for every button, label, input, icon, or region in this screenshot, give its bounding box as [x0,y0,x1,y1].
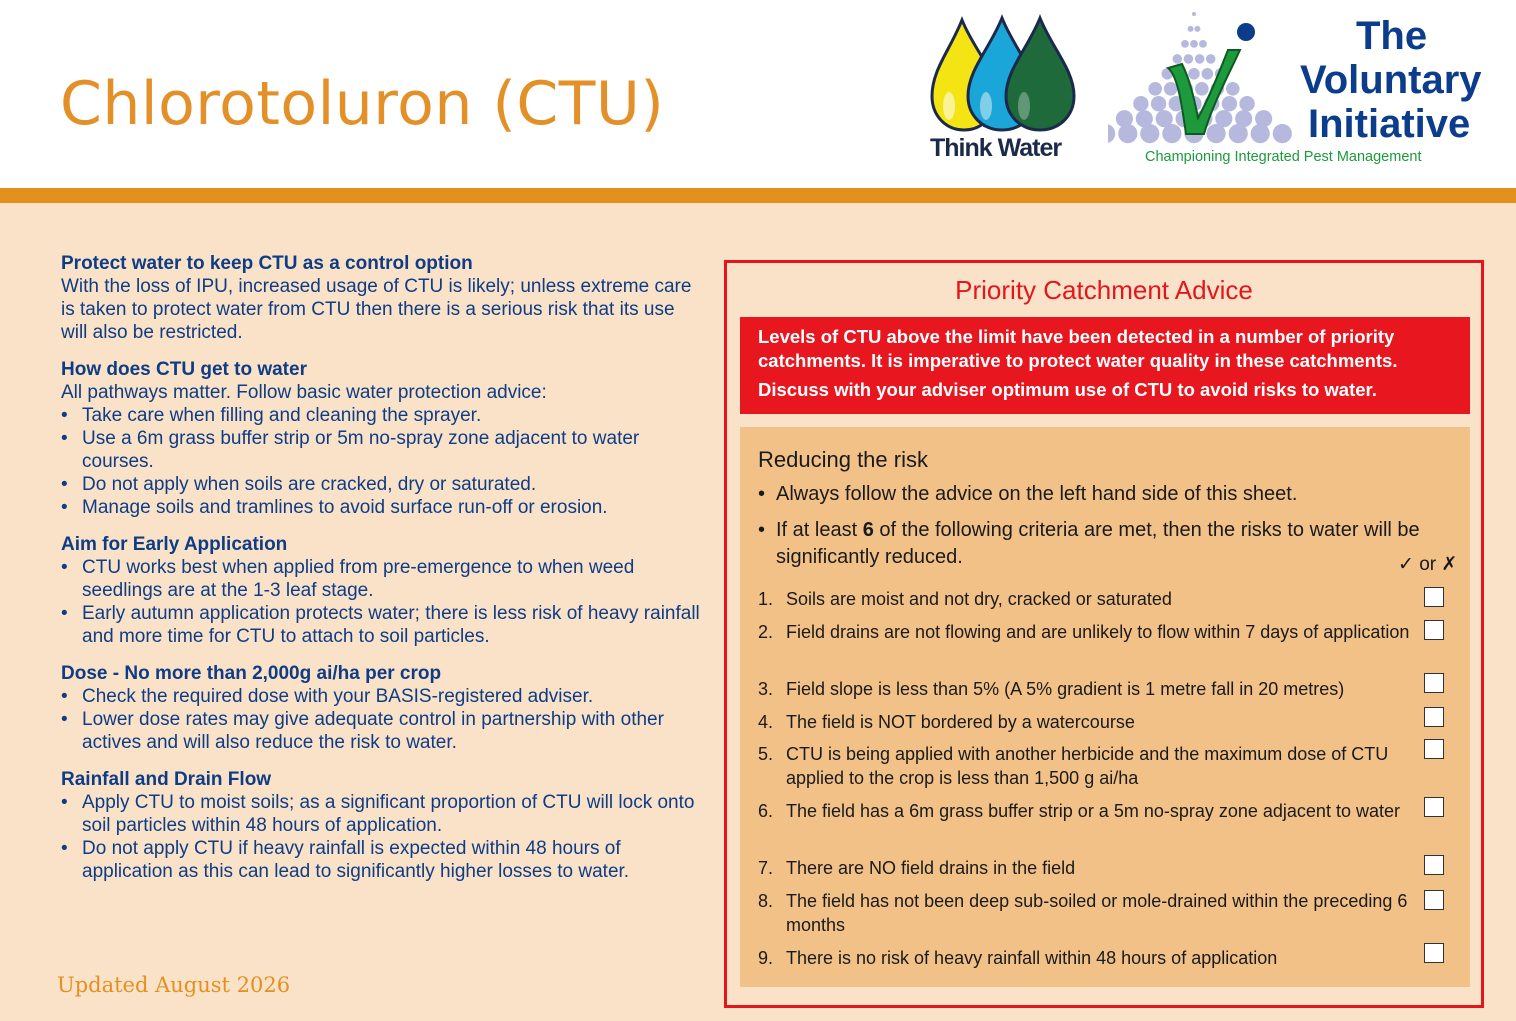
list-item: • Take care when filling and cleaning the sprayer. [61,404,701,427]
header-divider [0,188,1516,203]
risk-bullet: • Always follow the advice on the left hand side of this sheet. [758,483,1298,505]
logo-dot [1251,124,1270,143]
logo-dot [1188,68,1200,80]
criterion-row: 6. The field has a 6m grass buffer strip or a 5m no-spray zone adjacent to water [758,801,1400,821]
list-item: • Do not apply when soils are cracked, dry or saturated. [61,473,701,496]
logo-dot [1148,82,1162,96]
logo-dot [1222,96,1237,111]
criterion-checkbox[interactable] [1424,587,1444,607]
list-item: • CTU works best when applied from pre-emergence to when weed seedlings are at the 1-3 leaf stage. [61,556,701,602]
logo-dot [1151,96,1166,111]
logo-dot [1192,12,1196,16]
criterion-checkbox[interactable] [1424,797,1444,817]
list-item: • Lower dose rates may give adequate control in partnership with other actives and will also reduce the risk to water. [61,708,701,754]
advice-column [61,252,701,897]
section-pathways [61,358,701,519]
logo-dot [1162,124,1181,143]
risk-heading: Reducing the risk [758,447,928,472]
alert-line: Discuss with your adviser optimum use of CTU to avoid risks to water. [758,379,1377,400]
section-heading: How does CTU get to water [61,359,307,380]
alert-line: catchments. It is imperative to protect water quality in these catchments. [758,350,1398,371]
logo-dot [1173,54,1183,64]
criterion-row: 3. Field slope is less than 5% (A 5% gradient is 1 metre fall in 20 metres) [758,679,1345,699]
logo-dot [1195,82,1209,96]
list-item: • Early autumn application protects water; there is less risk of heavy rainfall and more time for CTU to attach to soil particles. [61,602,701,648]
section-dose [61,662,701,754]
criterion-row: 2. Field drains are not flowing and are unlikely to flow within 7 days of application [758,622,1410,642]
logo-dot [1195,54,1205,64]
page-title: Chlorotoluron (CTU) [60,69,665,139]
section-heading: Aim for Early Application [61,534,288,555]
list-item: • Do not apply CTU if heavy rainfall is expected within 48 hours of application as this can lead to significantly higher losses to water. [61,837,701,883]
logo-dot [1108,124,1115,143]
logo-dot [1199,40,1207,48]
logo-dot [1206,54,1216,64]
criterion-row: 4. The field is NOT bordered by a watercourse [758,712,1135,732]
criterion-checkbox[interactable] [1424,620,1444,640]
alert-box [740,317,1470,414]
criterion-checkbox[interactable] [1424,739,1444,759]
priority-catchment-panel [724,260,1484,1008]
alert-line: Levels of CTU above the limit have been detected in a number of priority [758,326,1395,347]
logo-dot [1188,26,1194,32]
criterion-checkbox[interactable] [1424,855,1444,875]
section-rainfall [61,768,701,883]
logo-dot [1273,124,1292,143]
logo-dot [1207,124,1226,143]
updated-date: Updated August 2026 [57,973,291,997]
logo-dot [1181,40,1189,48]
criterion-row: 9. There is no risk of heavy rainfall within 48 hours of application [758,948,1278,968]
list-item: • Use a 6m grass buffer strip or 5m no-spray zone adjacent to water courses. [61,427,701,473]
logo-dot [1118,124,1137,143]
criterion-checkbox[interactable] [1424,707,1444,727]
section-intro: All pathways matter. Follow basic water protection advice: [61,382,547,403]
vi-logo-text-voluntary: Voluntary [1300,58,1482,102]
reducing-risk-box [740,427,1470,987]
logo-dot [1202,68,1214,80]
logo-dot [1133,96,1148,111]
list-item: • Check the required dose with your BASIS-registered adviser. [61,685,701,708]
criterion-row: 5. CTU is being applied with another herbicide and the maximum dose of CTU applied to the crop is less than 1,500 g ai/ha [758,744,1389,788]
vi-logo-text-the: The [1356,14,1428,58]
logo-dot [1140,124,1159,143]
panel-title: Priority Catchment Advice [955,275,1253,305]
vi-logo-text-initiative: Initiative [1308,102,1471,146]
vi-tagline: Championing Integrated Pest Management [1145,149,1422,165]
logo-dot [1226,82,1240,96]
list-item: • Apply CTU to moist soils; as a significant proportion of CTU will lock onto soil particles within 48 hours of application. [61,791,701,837]
list-item: • Manage soils and tramlines to avoid surface run-off or erosion. [61,496,701,519]
logo-dot [1229,124,1248,143]
logo-dot [1190,40,1198,48]
logo-dot [1194,26,1200,32]
section-early-application [61,533,701,648]
section-protect-water [61,252,701,344]
section-heading: Dose - No more than 2,000g ai/ha per crop [61,663,442,684]
criterion-checkbox[interactable] [1424,943,1444,963]
check-column-header: ✓ or ✗ [1398,554,1458,575]
section-intro: With the loss of IPU, increased usage of CTU is likely; unless extreme care is taken to protect water from CTU then there is a serious risk that its use will also be restricted. [61,276,692,343]
logo-dot [1164,82,1178,96]
criterion-row: 8. The field has not been deep sub-soiled or mole-drained within the preceding 6 months [758,891,1408,935]
section-heading: Protect water to keep CTU as a control option [61,253,473,274]
logo-dot [1239,96,1254,111]
section-heading: Rainfall and Drain Flow [61,769,272,790]
criterion-checkbox[interactable] [1424,890,1444,910]
logo-dot [1184,54,1194,64]
criterion-checkbox[interactable] [1424,673,1444,693]
think-water-label: Think Water [930,134,1062,162]
criterion-row: 1. Soils are moist and not dry, cracked or saturated [758,589,1172,609]
criterion-row: 7. There are NO field drains in the field [758,858,1076,878]
risk-bullet: • If at least 6 of the following criteria are met, then the risks to water will be significantly reduced. [758,519,1420,568]
criteria-threshold: 6 [862,519,874,541]
